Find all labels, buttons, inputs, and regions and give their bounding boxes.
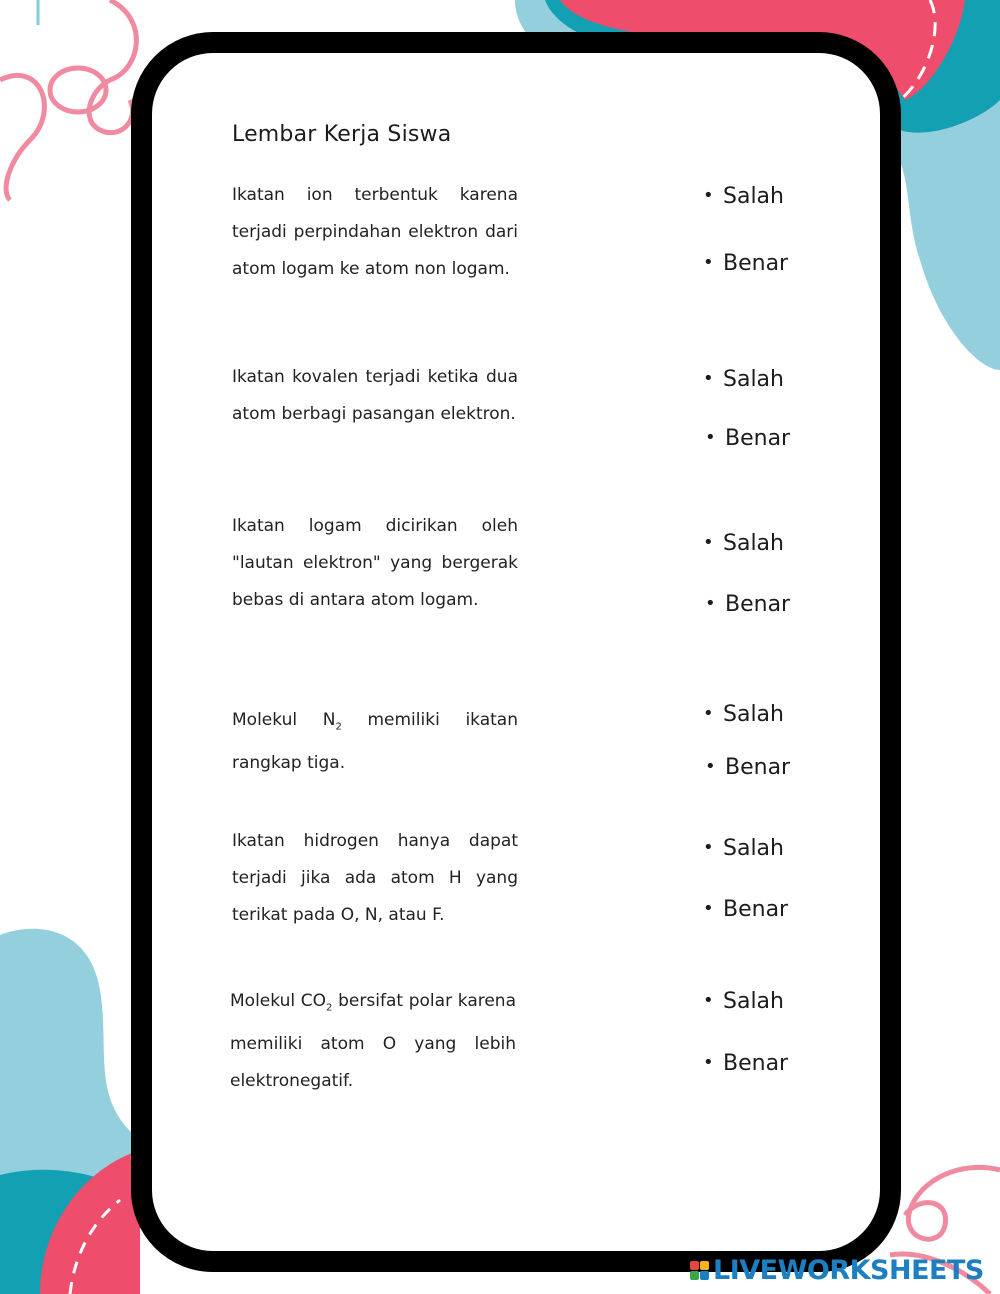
bullet-icon: • [703, 703, 714, 724]
question-text-start: Molekul CO [230, 991, 327, 1011]
option-benar[interactable]: • Benar [703, 897, 789, 922]
option-benar[interactable]: • Benar [705, 755, 791, 780]
liveworksheets-logo[interactable] [690, 1250, 984, 1290]
option-benar[interactable]: • Benar [703, 1051, 789, 1076]
subscript: 2 [326, 1002, 333, 1014]
question-text: Ikatan logam dicirikan oleh "lautan elektron" yang bergerak bebas di antara atom logam. [232, 516, 518, 610]
option-salah[interactable]: • Salah [703, 836, 784, 861]
option-salah[interactable]: • Salah [703, 367, 784, 392]
bullet-icon: • [703, 252, 714, 273]
question-1-text [232, 177, 518, 288]
question-6-text [230, 983, 516, 1100]
pink-loops-top-left [0, 0, 136, 200]
bullet-icon: • [705, 593, 716, 614]
bullet-icon: • [703, 185, 714, 206]
question-text: Ikatan kovalen terjadi ketika dua atom berbagi pasangan elektron. [232, 367, 518, 424]
question-text: Ikatan ion terbentuk karena terjadi perpindahan elektron dari atom logam ke atom non logam. [232, 185, 518, 279]
bullet-icon: • [705, 756, 716, 777]
question-2-text [232, 359, 518, 433]
question-4-text [232, 702, 518, 782]
question-text-end: bersifat polar karena memiliki atom O yang lebih elektronegatif. [230, 991, 516, 1092]
question-text-end: memiliki ikatan rangkap tiga. [232, 710, 518, 774]
option-benar[interactable]: • Benar [703, 251, 789, 276]
option-salah[interactable]: • Salah [703, 531, 784, 556]
bullet-icon: • [703, 990, 714, 1011]
question-5-text [232, 823, 518, 934]
bullet-icon: • [703, 837, 714, 858]
logo-text: LIVEWORKSHEETS [713, 1254, 984, 1286]
bullet-icon: • [703, 368, 714, 389]
bullet-icon: • [703, 1052, 714, 1073]
worksheet-title: Lembar Kerja Siswa [232, 122, 452, 147]
option-benar[interactable]: • Benar [705, 426, 791, 451]
bullet-icon: • [705, 427, 716, 448]
question-3-text [232, 508, 518, 619]
option-salah[interactable]: • Salah [703, 184, 784, 209]
question-text: Ikatan hidrogen hanya dapat terjadi jika ada atom H yang terikat pada O, N, atau F. [232, 831, 518, 925]
bullet-icon: • [703, 532, 714, 553]
option-salah[interactable]: • Salah [703, 702, 784, 727]
bullet-icon: • [703, 898, 714, 919]
liveworksheets-logo-icon [690, 1261, 709, 1280]
option-salah[interactable]: • Salah [703, 989, 784, 1014]
option-benar[interactable]: • Benar [705, 592, 791, 617]
subscript: 2 [335, 721, 342, 733]
question-text-start: Molekul N [232, 710, 336, 730]
